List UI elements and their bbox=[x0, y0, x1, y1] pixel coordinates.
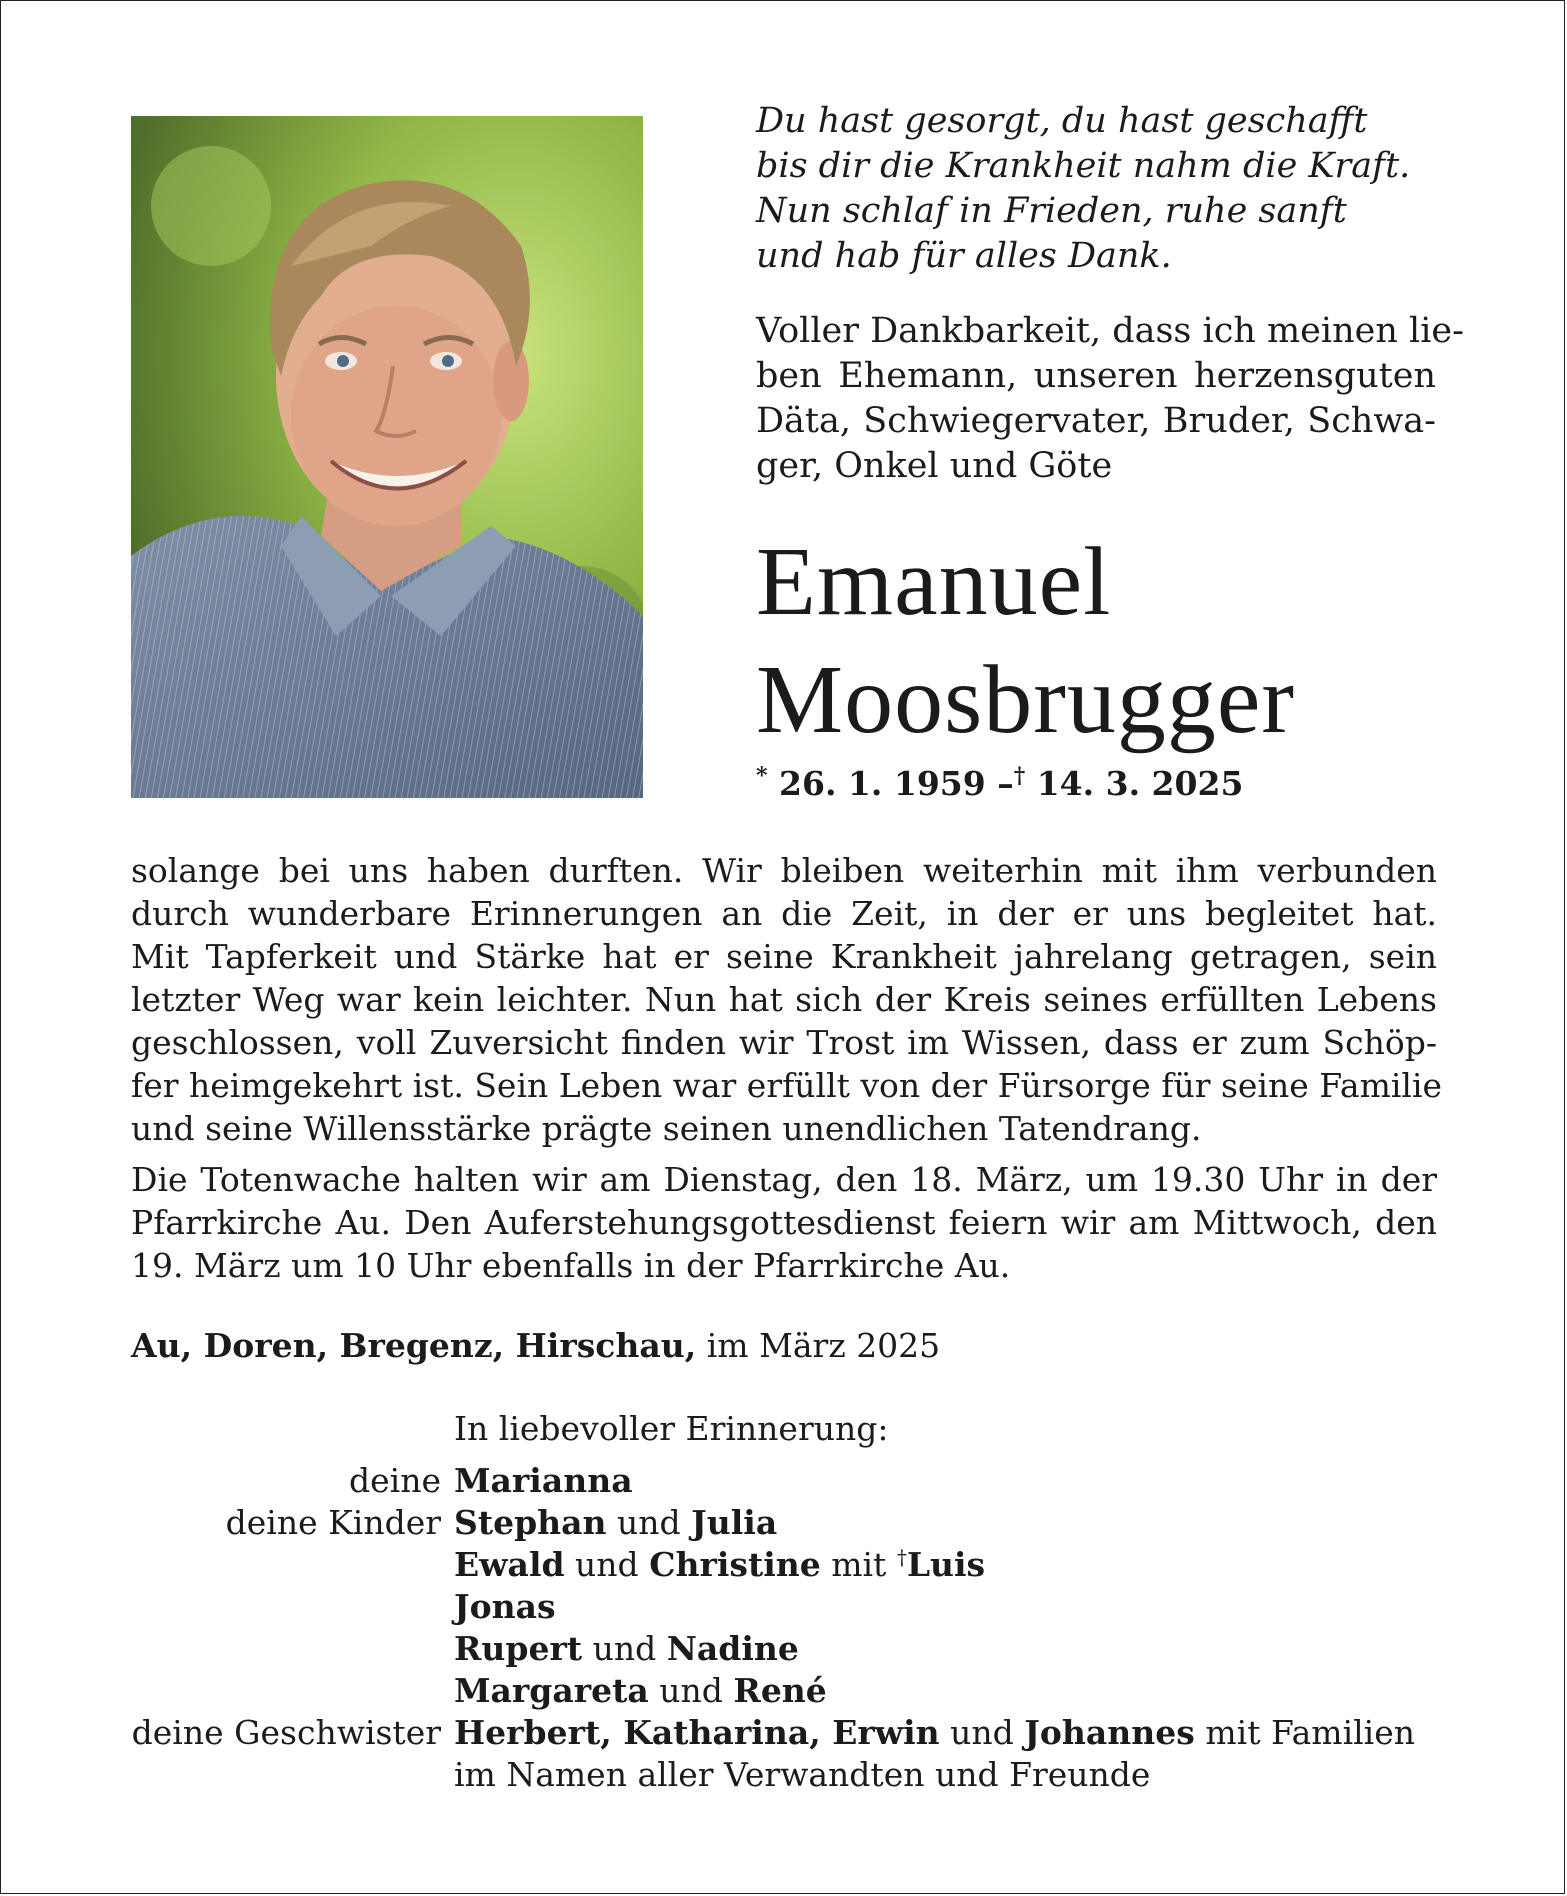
poem-line: Nun schlaf in Frieden, ruhe sanft bbox=[756, 191, 1347, 231]
children-line-2 bbox=[454, 1545, 985, 1584]
place-towns: Au, Doren, Bregenz, Hirschau, bbox=[131, 1326, 697, 1365]
wife-name bbox=[454, 1461, 633, 1500]
deceased-name bbox=[756, 523, 1295, 759]
poem-line: bis dir die Krankheit nahm die Kraft. bbox=[756, 146, 1411, 186]
connector: mit Familien bbox=[1194, 1713, 1416, 1752]
body-line: Mit Tapferkeit und Stärke hat er seine Krankheit jahrelang getragen, sein bbox=[131, 937, 1437, 976]
connector: und bbox=[648, 1671, 734, 1710]
body-line: geschlossen, voll Zuversicht finden wir Trost im Wissen, dass er zum Schöp- bbox=[131, 1023, 1437, 1062]
intro-line: ben Ehemann, unseren herzensguten bbox=[756, 356, 1436, 396]
funeral-line: Pfarrkirche Au. Den Auferstehungsgottesdienst feiern wir am Mittwoch, den bbox=[131, 1203, 1437, 1242]
mourner-name: Luis bbox=[906, 1545, 986, 1584]
siblings-label: deine Geschwister bbox=[131, 1713, 441, 1752]
mourner-name: Herbert, Katharina, Erwin bbox=[454, 1713, 940, 1752]
signoff: In liebevoller Erinnerung: bbox=[454, 1409, 889, 1448]
intro-line: ger, Onkel und Göte bbox=[756, 446, 1113, 486]
poem-line: Du hast gesorgt, du hast geschafft bbox=[756, 101, 1368, 141]
connector: und bbox=[939, 1713, 1025, 1752]
life-dates bbox=[756, 763, 1243, 803]
body-line: durch wunderbare Erinnerungen an die Zeit, in der er uns begleitet hat. bbox=[131, 894, 1437, 933]
connector: und bbox=[606, 1503, 692, 1542]
mourner-name: René bbox=[733, 1671, 827, 1710]
place-date bbox=[131, 1326, 940, 1365]
children-line-5 bbox=[454, 1671, 827, 1710]
place-month: im März 2025 bbox=[696, 1326, 941, 1365]
cross-icon: † bbox=[896, 1545, 907, 1569]
body-line: und seine Willensstärke prägte seinen unendlichen Tatendrang. bbox=[131, 1109, 1202, 1148]
intro-line: Voller Dankbarkeit, dass ich meinen lie- bbox=[756, 311, 1464, 351]
children-line-4 bbox=[454, 1629, 799, 1668]
children-line-1 bbox=[454, 1503, 777, 1542]
mourner-name: Christine bbox=[649, 1545, 821, 1584]
poem bbox=[756, 99, 1476, 279]
body-line: solange bei uns haben durften. Wir bleiben weiterhin mit ihm verbunden bbox=[131, 851, 1437, 890]
siblings-line bbox=[454, 1713, 1415, 1752]
portrait-photo bbox=[131, 116, 643, 798]
connector: und bbox=[582, 1629, 667, 1668]
portrait-photo-image bbox=[131, 116, 643, 798]
birth-date: 26. 1. 1959 bbox=[779, 764, 986, 803]
connector: und bbox=[564, 1545, 650, 1584]
poem-line: und hab für alles Dank. bbox=[756, 236, 1172, 276]
date-separator: – bbox=[997, 764, 1014, 803]
intro-line: Däta, Schwiegervater, Bruder, Schwa- bbox=[756, 401, 1436, 441]
body-line: fer heimgekehrt ist. Sein Leben war erfüllt von der Fürsorge für seine Familie bbox=[131, 1066, 1443, 1105]
mourner-name: Johannes bbox=[1024, 1713, 1195, 1752]
mourner-name: Marianna bbox=[454, 1461, 633, 1500]
mourner-name: Nadine bbox=[666, 1629, 799, 1668]
last-name: Moosbrugger bbox=[756, 646, 1296, 754]
death-cross-icon: † bbox=[1013, 763, 1026, 789]
birth-star-icon: * bbox=[756, 763, 768, 789]
intro-text bbox=[756, 309, 1464, 489]
mourner-name: Margareta bbox=[454, 1671, 649, 1710]
funeral-line: Die Totenwache halten wir am Dienstag, den 18. März, um 19.30 Uhr in der bbox=[131, 1160, 1437, 1199]
wife-label: deine bbox=[349, 1461, 441, 1500]
funeral-line: 19. März um 10 Uhr ebenfalls in der Pfarrkirche Au. bbox=[131, 1246, 1011, 1285]
body-line: letzter Weg war kein leichter. Nun hat sich der Kreis seines erfüllten Lebens bbox=[131, 980, 1437, 1019]
closing-line: im Namen aller Verwandten und Freunde bbox=[454, 1755, 1151, 1794]
children-line-3 bbox=[454, 1587, 556, 1626]
body-text bbox=[131, 849, 1443, 1150]
funeral-info bbox=[131, 1158, 1437, 1287]
mourner-name: Rupert bbox=[454, 1629, 583, 1668]
mourner-name: Julia bbox=[691, 1503, 778, 1542]
connector: mit bbox=[820, 1545, 897, 1584]
mourner-name: Jonas bbox=[454, 1587, 556, 1626]
mourner-name: Ewald bbox=[454, 1545, 565, 1584]
children-label: deine Kinder bbox=[225, 1503, 441, 1542]
first-name: Emanuel bbox=[756, 528, 1112, 636]
death-date: 14. 3. 2025 bbox=[1036, 764, 1244, 803]
mourner-name: Stephan bbox=[454, 1503, 607, 1542]
